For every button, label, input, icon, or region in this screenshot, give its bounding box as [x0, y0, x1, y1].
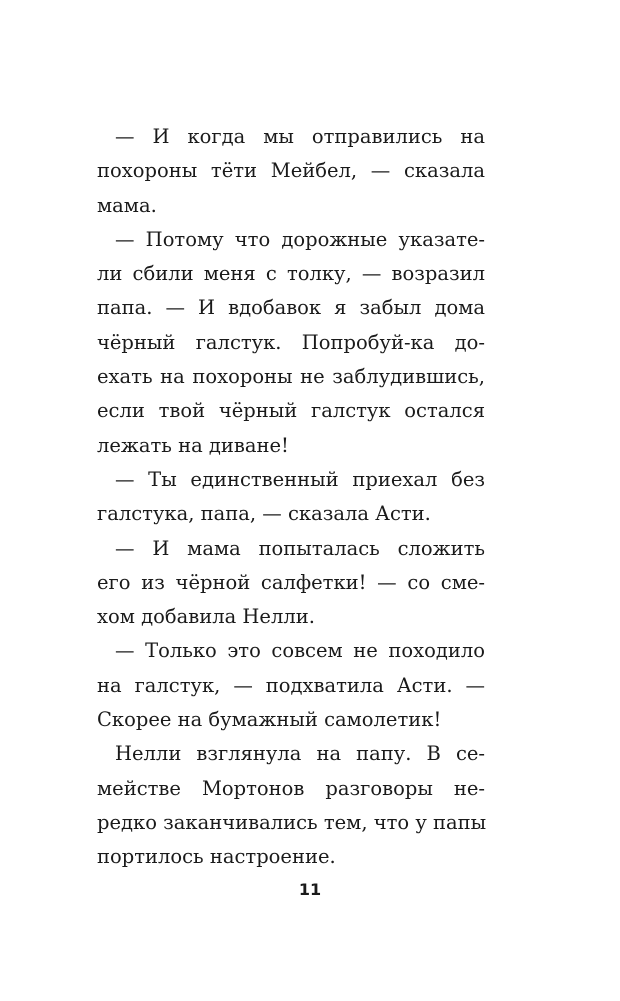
text-line: редко заканчивались тем, что у папы — [97, 810, 487, 834]
text-line: мама. — [97, 193, 157, 217]
text-line: ехать на похороны не заблудившись, — [97, 365, 485, 389]
text-line: папа. — И вдобавок я забыл дома — [97, 296, 485, 320]
text-line: если твой чёрный галстук остался — [97, 399, 485, 423]
text-line: на галстук, — подхватила Асти. — — [97, 673, 485, 697]
body-text — [97, 120, 485, 875]
text-line: — И мама попыталась сложить — [115, 536, 485, 560]
text-line: ли сбили меня с толку, — возразил — [97, 262, 485, 286]
text-line: — И когда мы отправились на — [115, 125, 485, 148]
text-line: портилось настроение. — [97, 845, 336, 869]
text-line: хом добавила Нелли. — [97, 605, 315, 629]
text-line: лежать на диване! — [97, 433, 289, 457]
text-line: его из чёрной салфетки! — со сме- — [97, 570, 485, 594]
text-line: — Только это совсем не походило — [115, 639, 485, 663]
page-number: 11 — [298, 880, 322, 899]
text-line: Нелли взглянула на папу. В се- — [115, 742, 485, 766]
text-line: галстука, папа, — сказала Асти. — [97, 502, 431, 526]
text-line: — Ты единственный приехал без — [115, 467, 485, 491]
text-line: мействе Мортонов разговоры не- — [97, 776, 485, 800]
text-line: похороны тёти Мейбел, — сказала — [97, 159, 485, 183]
text-line: чёрный галстук. Попробуй-ка до- — [97, 330, 485, 354]
text-line: Скорее на бумажный самолетик! — [97, 708, 442, 732]
text-line: — Потому что дорожные указате- — [115, 227, 485, 251]
